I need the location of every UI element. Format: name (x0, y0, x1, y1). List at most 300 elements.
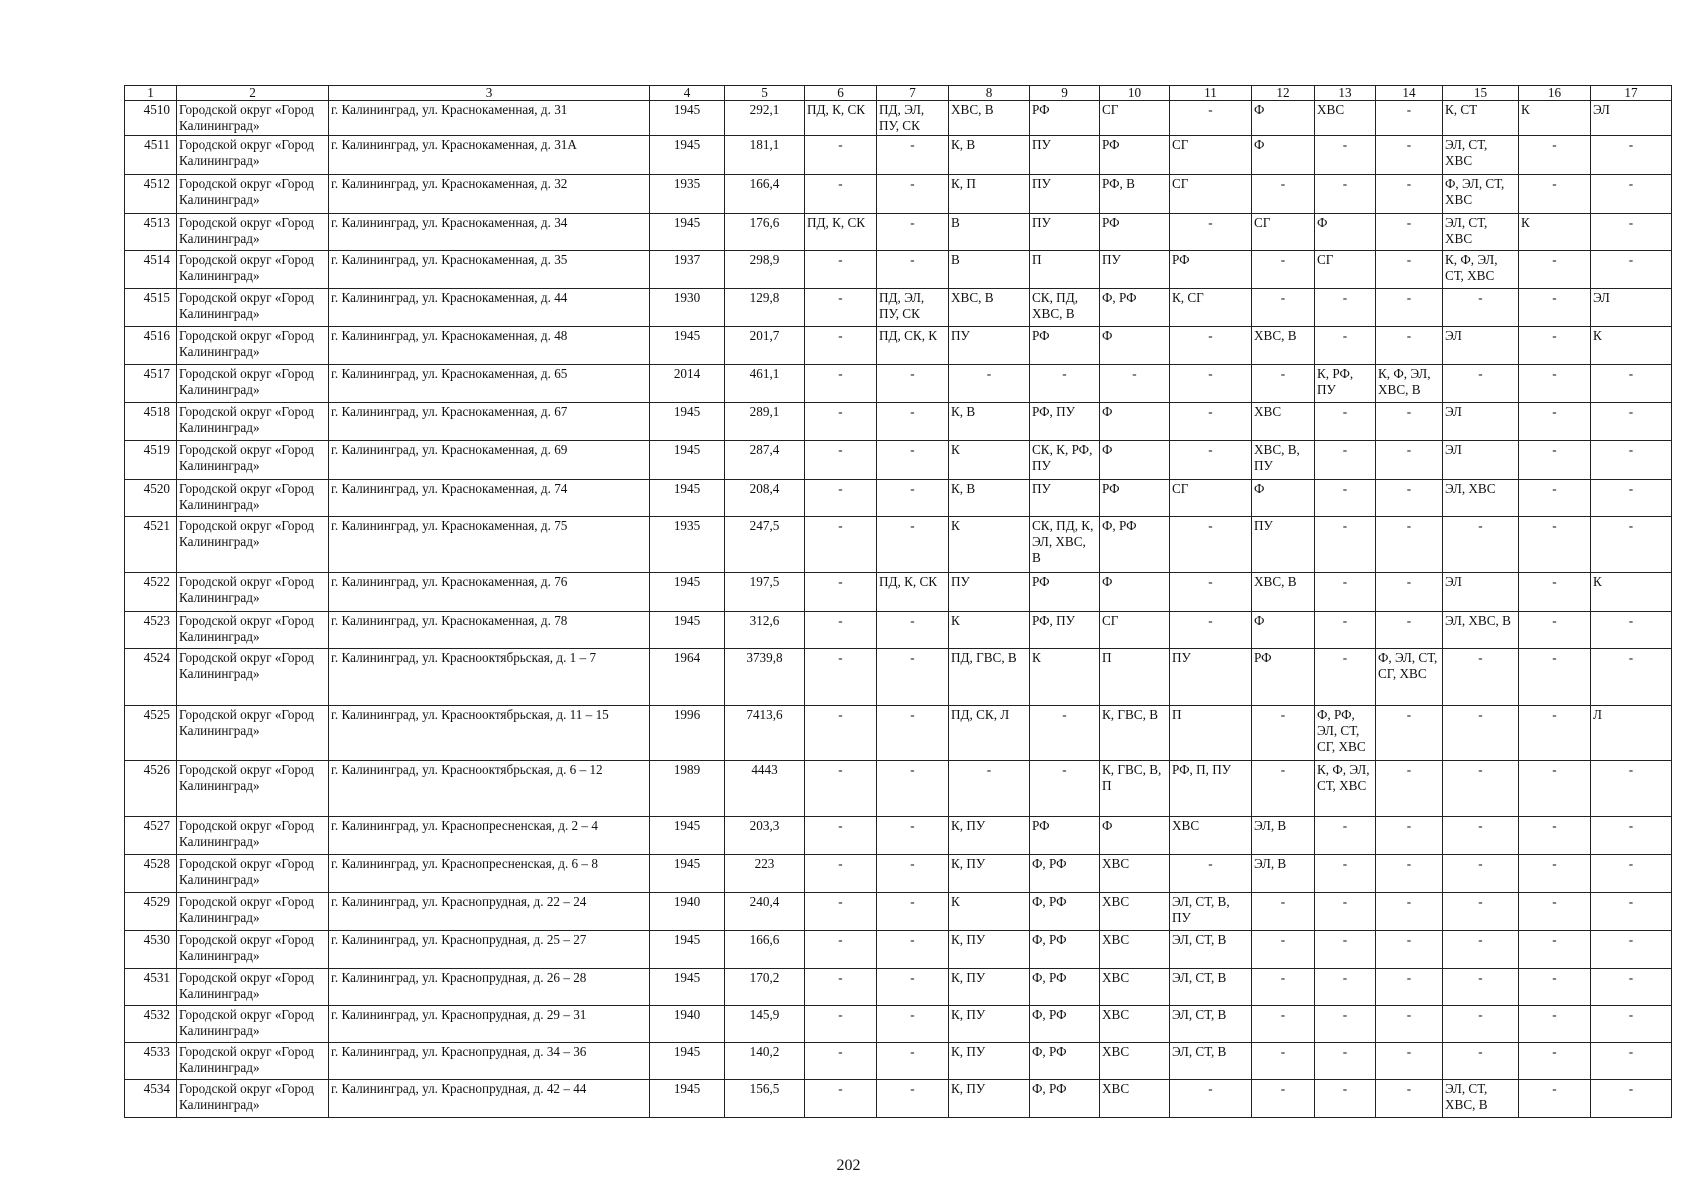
cell-address: г. Калининград, ул. Краснокаменная, д. 74 (329, 480, 650, 517)
column-header-12: 12 (1252, 86, 1315, 101)
table-row (125, 175, 1672, 214)
cell-col-10: Ф (1100, 441, 1170, 480)
cell-address: г. Калининград, ул. Краснокаменная, д. 78 (329, 612, 650, 649)
cell-row-number: 4512 (125, 175, 177, 214)
cell-col-13: СГ (1315, 251, 1376, 289)
cell-col-12: РФ (1252, 649, 1315, 706)
cell-col-15: ЭЛ (1443, 573, 1519, 612)
cell-year-built: 1945 (650, 931, 725, 969)
cell-col-14: - (1376, 517, 1443, 573)
cell-col-17: - (1591, 931, 1672, 969)
cell-col-16: - (1519, 761, 1591, 817)
cell-col-8: В (949, 251, 1030, 289)
cell-col-9: ПУ (1030, 480, 1100, 517)
cell-col-17: - (1591, 612, 1672, 649)
cell-col-6: - (805, 706, 877, 761)
cell-col-9: ПУ (1030, 136, 1100, 175)
cell-col-11: - (1170, 365, 1252, 403)
cell-address: г. Калининград, ул. Краснокаменная, д. 32 (329, 175, 650, 214)
cell-col-11: ЭЛ, СТ, В, ПУ (1170, 893, 1252, 931)
cell-col-13: - (1315, 893, 1376, 931)
cell-col-16: - (1519, 403, 1591, 441)
cell-col-12: - (1252, 365, 1315, 403)
cell-col-13: - (1315, 931, 1376, 969)
cell-col-12: - (1252, 969, 1315, 1006)
cell-col-6: - (805, 365, 877, 403)
cell-col-15: - (1443, 649, 1519, 706)
cell-area: 223 (725, 855, 805, 893)
cell-col-15: - (1443, 817, 1519, 855)
cell-col-9: Ф, РФ (1030, 969, 1100, 1006)
cell-col-15: - (1443, 761, 1519, 817)
table-row (125, 251, 1672, 289)
table-row (125, 480, 1672, 517)
cell-area: 145,9 (725, 1006, 805, 1043)
cell-col-11: - (1170, 441, 1252, 480)
cell-area: 170,2 (725, 969, 805, 1006)
cell-col-8: К (949, 441, 1030, 480)
cell-col-8: ХВС, В (949, 289, 1030, 327)
cell-col-17: ЭЛ (1591, 289, 1672, 327)
cell-year-built: 1945 (650, 817, 725, 855)
cell-col-13: - (1315, 136, 1376, 175)
cell-col-9: Ф, РФ (1030, 1006, 1100, 1043)
cell-col-7: - (877, 175, 949, 214)
cell-area: 287,4 (725, 441, 805, 480)
cell-year-built: 1945 (650, 969, 725, 1006)
cell-col-14: - (1376, 761, 1443, 817)
cell-col-6: - (805, 175, 877, 214)
cell-col-6: - (805, 1006, 877, 1043)
cell-address: г. Калининград, ул. Краснооктябрьская, д. 6 – 12 (329, 761, 650, 817)
cell-col-16: - (1519, 517, 1591, 573)
cell-col-11: - (1170, 612, 1252, 649)
cell-area: 140,2 (725, 1043, 805, 1080)
cell-row-number: 4530 (125, 931, 177, 969)
cell-col-14: - (1376, 441, 1443, 480)
cell-row-number: 4519 (125, 441, 177, 480)
cell-col-8: К, П (949, 175, 1030, 214)
cell-col-8: К (949, 612, 1030, 649)
cell-col-10: ХВС (1100, 893, 1170, 931)
cell-year-built: 1945 (650, 101, 725, 136)
cell-col-14: - (1376, 327, 1443, 365)
cell-col-10: ХВС (1100, 1043, 1170, 1080)
cell-col-14: Ф, ЭЛ, СТ, СГ, ХВС (1376, 649, 1443, 706)
cell-col-7: - (877, 706, 949, 761)
cell-address: г. Калининград, ул. Краснопрудная, д. 22 – 24 (329, 893, 650, 931)
cell-col-15: - (1443, 289, 1519, 327)
cell-col-6: ПД, К, СК (805, 214, 877, 251)
cell-row-number: 4523 (125, 612, 177, 649)
cell-col-12: - (1252, 289, 1315, 327)
cell-col-15: ЭЛ, ХВС, В (1443, 612, 1519, 649)
cell-col-14: - (1376, 1006, 1443, 1043)
cell-year-built: 1945 (650, 403, 725, 441)
cell-col-15: - (1443, 931, 1519, 969)
cell-row-number: 4528 (125, 855, 177, 893)
cell-col-14: - (1376, 289, 1443, 327)
cell-col-6: - (805, 969, 877, 1006)
cell-col-8: К (949, 893, 1030, 931)
cell-year-built: 1945 (650, 1043, 725, 1080)
cell-year-built: 1945 (650, 612, 725, 649)
cell-col-13: Ф, РФ, ЭЛ, СТ, СГ, ХВС (1315, 706, 1376, 761)
cell-col-9: РФ (1030, 817, 1100, 855)
cell-col-16: - (1519, 855, 1591, 893)
cell-area: 181,1 (725, 136, 805, 175)
cell-row-number: 4534 (125, 1080, 177, 1118)
cell-col-15: ЭЛ (1443, 441, 1519, 480)
cell-address: г. Калининград, ул. Краснооктябрьская, д. 11 – 15 (329, 706, 650, 761)
cell-municipality: Городской округ «Город Калининград» (177, 573, 329, 612)
table-row (125, 817, 1672, 855)
cell-col-7: ПД, ЭЛ, ПУ, СК (877, 289, 949, 327)
cell-col-15: - (1443, 855, 1519, 893)
cell-col-7: - (877, 931, 949, 969)
cell-row-number: 4532 (125, 1006, 177, 1043)
cell-address: г. Калининград, ул. Краснокаменная, д. 31А (329, 136, 650, 175)
cell-col-14: - (1376, 101, 1443, 136)
cell-area: 176,6 (725, 214, 805, 251)
cell-col-11: К, СГ (1170, 289, 1252, 327)
cell-col-16: - (1519, 612, 1591, 649)
cell-address: г. Калининград, ул. Краснокаменная, д. 44 (329, 289, 650, 327)
cell-col-11: - (1170, 517, 1252, 573)
cell-municipality: Городской округ «Город Калининград» (177, 251, 329, 289)
cell-col-15: - (1443, 1006, 1519, 1043)
cell-col-10: РФ, В (1100, 175, 1170, 214)
cell-col-10: ХВС (1100, 931, 1170, 969)
cell-col-13: - (1315, 480, 1376, 517)
cell-col-13: Ф (1315, 214, 1376, 251)
cell-municipality: Городской округ «Город Калининград» (177, 214, 329, 251)
cell-col-9: Ф, РФ (1030, 855, 1100, 893)
cell-col-16: - (1519, 1006, 1591, 1043)
cell-col-13: К, Ф, ЭЛ, СТ, ХВС (1315, 761, 1376, 817)
cell-col-10: Ф (1100, 817, 1170, 855)
cell-col-9: СК, К, РФ, ПУ (1030, 441, 1100, 480)
cell-col-16: - (1519, 573, 1591, 612)
cell-row-number: 4524 (125, 649, 177, 706)
cell-col-14: - (1376, 136, 1443, 175)
cell-col-17: - (1591, 480, 1672, 517)
cell-col-15: ЭЛ (1443, 403, 1519, 441)
cell-municipality: Городской округ «Город Калининград» (177, 761, 329, 817)
cell-year-built: 1930 (650, 289, 725, 327)
cell-col-14: - (1376, 214, 1443, 251)
cell-row-number: 4521 (125, 517, 177, 573)
cell-col-7: ПД, ЭЛ, ПУ, СК (877, 101, 949, 136)
cell-col-11: - (1170, 101, 1252, 136)
cell-address: г. Калининград, ул. Краснопрудная, д. 34 – 36 (329, 1043, 650, 1080)
cell-municipality: Городской округ «Город Калининград» (177, 1043, 329, 1080)
cell-col-9: - (1030, 706, 1100, 761)
cell-year-built: 1945 (650, 327, 725, 365)
cell-area: 208,4 (725, 480, 805, 517)
cell-municipality: Городской округ «Город Калининград» (177, 289, 329, 327)
cell-col-10: К, ГВС, В (1100, 706, 1170, 761)
cell-col-10: ХВС (1100, 969, 1170, 1006)
cell-area: 461,1 (725, 365, 805, 403)
cell-col-6: - (805, 573, 877, 612)
cell-area: 7413,6 (725, 706, 805, 761)
cell-col-15: К, Ф, ЭЛ, СТ, ХВС (1443, 251, 1519, 289)
cell-col-15: ЭЛ, СТ, ХВС (1443, 214, 1519, 251)
cell-col-7: - (877, 365, 949, 403)
cell-year-built: 1945 (650, 1080, 725, 1118)
cell-col-15: - (1443, 893, 1519, 931)
cell-col-9: Ф, РФ (1030, 1043, 1100, 1080)
cell-col-8: К, ПУ (949, 969, 1030, 1006)
cell-area: 166,4 (725, 175, 805, 214)
cell-col-8: К, ПУ (949, 855, 1030, 893)
cell-col-7: - (877, 480, 949, 517)
cell-col-8: К, В (949, 403, 1030, 441)
cell-col-7: - (877, 214, 949, 251)
cell-municipality: Городской округ «Город Калининград» (177, 706, 329, 761)
cell-col-9: СК, ПД, ХВС, В (1030, 289, 1100, 327)
cell-year-built: 1945 (650, 214, 725, 251)
cell-col-11: ЭЛ, СТ, В (1170, 1043, 1252, 1080)
cell-col-17: К (1591, 327, 1672, 365)
cell-col-14: - (1376, 480, 1443, 517)
cell-col-13: - (1315, 649, 1376, 706)
cell-area: 197,5 (725, 573, 805, 612)
cell-col-17: - (1591, 136, 1672, 175)
column-header-10: 10 (1100, 86, 1170, 101)
cell-col-10: СГ (1100, 612, 1170, 649)
cell-col-6: - (805, 517, 877, 573)
column-number-row (125, 86, 1672, 101)
table-row (125, 761, 1672, 817)
cell-col-7: - (877, 969, 949, 1006)
cell-municipality: Городской округ «Город Калининград» (177, 365, 329, 403)
cell-address: г. Калининград, ул. Краснопресненская, д. 2 – 4 (329, 817, 650, 855)
cell-col-12: ПУ (1252, 517, 1315, 573)
cell-col-9: РФ (1030, 327, 1100, 365)
cell-area: 289,1 (725, 403, 805, 441)
cell-col-12: - (1252, 893, 1315, 931)
cell-col-11: ЭЛ, СТ, В (1170, 931, 1252, 969)
cell-col-6: ПД, К, СК (805, 101, 877, 136)
column-header-15: 15 (1443, 86, 1519, 101)
cell-col-7: - (877, 761, 949, 817)
cell-col-15: К, СТ (1443, 101, 1519, 136)
cell-col-10: Ф (1100, 403, 1170, 441)
cell-row-number: 4513 (125, 214, 177, 251)
cell-col-14: - (1376, 969, 1443, 1006)
cell-col-9: РФ, ПУ (1030, 403, 1100, 441)
cell-col-12: ЭЛ, В (1252, 855, 1315, 893)
cell-col-17: К (1591, 573, 1672, 612)
cell-year-built: 1937 (650, 251, 725, 289)
cell-col-10: РФ (1100, 136, 1170, 175)
cell-col-12: Ф (1252, 136, 1315, 175)
cell-col-16: К (1519, 214, 1591, 251)
cell-col-9: Ф, РФ (1030, 893, 1100, 931)
cell-col-6: - (805, 612, 877, 649)
table-row (125, 1006, 1672, 1043)
cell-row-number: 4522 (125, 573, 177, 612)
cell-row-number: 4525 (125, 706, 177, 761)
cell-col-15: - (1443, 969, 1519, 1006)
cell-col-13: - (1315, 327, 1376, 365)
cell-year-built: 1940 (650, 893, 725, 931)
cell-col-10: РФ (1100, 480, 1170, 517)
cell-col-7: - (877, 441, 949, 480)
column-header-2: 2 (177, 86, 329, 101)
column-header-4: 4 (650, 86, 725, 101)
cell-row-number: 4531 (125, 969, 177, 1006)
cell-col-13: - (1315, 817, 1376, 855)
cell-municipality: Городской округ «Город Калининград» (177, 517, 329, 573)
cell-year-built: 1989 (650, 761, 725, 817)
cell-col-12: ЭЛ, В (1252, 817, 1315, 855)
cell-col-16: - (1519, 365, 1591, 403)
cell-col-17: - (1591, 214, 1672, 251)
cell-col-8: К (949, 517, 1030, 573)
table-row (125, 706, 1672, 761)
cell-address: г. Калининград, ул. Краснокаменная, д. 48 (329, 327, 650, 365)
cell-col-12: - (1252, 1043, 1315, 1080)
cell-municipality: Городской округ «Город Калининград» (177, 931, 329, 969)
cell-address: г. Калининград, ул. Краснооктябрьская, д. 1 – 7 (329, 649, 650, 706)
cell-row-number: 4526 (125, 761, 177, 817)
cell-row-number: 4517 (125, 365, 177, 403)
cell-col-7: - (877, 517, 949, 573)
table-row (125, 649, 1672, 706)
cell-year-built: 1945 (650, 441, 725, 480)
cell-area: 166,6 (725, 931, 805, 969)
cell-col-10: Ф (1100, 327, 1170, 365)
cell-municipality: Городской округ «Город Калининград» (177, 480, 329, 517)
cell-col-10: ХВС (1100, 1006, 1170, 1043)
cell-area: 240,4 (725, 893, 805, 931)
cell-col-8: К, ПУ (949, 1043, 1030, 1080)
cell-col-11: - (1170, 403, 1252, 441)
cell-col-15: - (1443, 1043, 1519, 1080)
cell-col-17: - (1591, 761, 1672, 817)
cell-col-12: - (1252, 931, 1315, 969)
cell-col-16: - (1519, 251, 1591, 289)
cell-col-6: - (805, 136, 877, 175)
cell-col-15: ЭЛ, СТ, ХВС, В (1443, 1080, 1519, 1118)
cell-address: г. Калининград, ул. Краснокаменная, д. 65 (329, 365, 650, 403)
cell-col-9: СК, ПД, К, ЭЛ, ХВС, В (1030, 517, 1100, 573)
column-header-8: 8 (949, 86, 1030, 101)
cell-municipality: Городской округ «Город Калининград» (177, 1080, 329, 1118)
table-row (125, 1043, 1672, 1080)
cell-area: 129,8 (725, 289, 805, 327)
cell-col-16: - (1519, 969, 1591, 1006)
cell-col-12: - (1252, 1006, 1315, 1043)
table-row (125, 403, 1672, 441)
cell-address: г. Калининград, ул. Краснокаменная, д. 34 (329, 214, 650, 251)
cell-col-8: - (949, 365, 1030, 403)
table-row (125, 969, 1672, 1006)
cell-col-9: Ф, РФ (1030, 1080, 1100, 1118)
cell-col-11: РФ, П, ПУ (1170, 761, 1252, 817)
cell-col-16: - (1519, 1080, 1591, 1118)
table-row (125, 855, 1672, 893)
cell-col-14: - (1376, 612, 1443, 649)
cell-address: г. Калининград, ул. Краснопресненская, д. 6 – 8 (329, 855, 650, 893)
cell-address: г. Калининград, ул. Краснокаменная, д. 67 (329, 403, 650, 441)
cell-col-13: - (1315, 573, 1376, 612)
cell-col-8: К, ПУ (949, 1006, 1030, 1043)
cell-year-built: 1945 (650, 480, 725, 517)
cell-col-8: ПД, ГВС, В (949, 649, 1030, 706)
cell-municipality: Городской округ «Город Калининград» (177, 817, 329, 855)
cell-address: г. Калининград, ул. Краснокаменная, д. 69 (329, 441, 650, 480)
column-header-13: 13 (1315, 86, 1376, 101)
cell-col-6: - (805, 327, 877, 365)
cell-col-10: П (1100, 649, 1170, 706)
cell-col-16: - (1519, 327, 1591, 365)
cell-col-12: Ф (1252, 101, 1315, 136)
cell-col-12: ХВС, В, ПУ (1252, 441, 1315, 480)
table-body (125, 101, 1672, 1118)
cell-municipality: Городской округ «Город Калининград» (177, 1006, 329, 1043)
cell-col-17: - (1591, 893, 1672, 931)
cell-row-number: 4527 (125, 817, 177, 855)
cell-col-14: - (1376, 817, 1443, 855)
cell-area: 201,7 (725, 327, 805, 365)
cell-col-17: ЭЛ (1591, 101, 1672, 136)
cell-col-16: - (1519, 1043, 1591, 1080)
cell-col-17: - (1591, 1080, 1672, 1118)
cell-col-16: - (1519, 893, 1591, 931)
cell-year-built: 1940 (650, 1006, 725, 1043)
cell-col-17: - (1591, 403, 1672, 441)
table-row (125, 441, 1672, 480)
cell-col-12: - (1252, 761, 1315, 817)
cell-col-8: К, ПУ (949, 817, 1030, 855)
cell-col-10: Ф, РФ (1100, 517, 1170, 573)
column-header-9: 9 (1030, 86, 1100, 101)
cell-col-12: - (1252, 251, 1315, 289)
cell-col-6: - (805, 817, 877, 855)
cell-col-15: ЭЛ, ХВС (1443, 480, 1519, 517)
cell-col-10: ХВС (1100, 855, 1170, 893)
cell-col-8: К, В (949, 136, 1030, 175)
cell-col-15: ЭЛ (1443, 327, 1519, 365)
cell-col-14: - (1376, 893, 1443, 931)
cell-col-15: - (1443, 365, 1519, 403)
cell-col-9: - (1030, 761, 1100, 817)
cell-col-10: ХВС (1100, 1080, 1170, 1118)
cell-col-9: П (1030, 251, 1100, 289)
cell-col-6: - (805, 649, 877, 706)
cell-col-7: - (877, 893, 949, 931)
cell-col-14: - (1376, 251, 1443, 289)
cell-col-11: СГ (1170, 175, 1252, 214)
cell-col-15: ЭЛ, СТ, ХВС (1443, 136, 1519, 175)
cell-col-13: - (1315, 1080, 1376, 1118)
cell-address: г. Калининград, ул. Краснопрудная, д. 42 – 44 (329, 1080, 650, 1118)
cell-col-14: - (1376, 403, 1443, 441)
cell-col-10: РФ (1100, 214, 1170, 251)
column-header-3: 3 (329, 86, 650, 101)
cell-row-number: 4533 (125, 1043, 177, 1080)
cell-col-12: ХВС (1252, 403, 1315, 441)
cell-col-12: - (1252, 1080, 1315, 1118)
cell-municipality: Городской округ «Город Калининград» (177, 855, 329, 893)
cell-col-17: - (1591, 649, 1672, 706)
cell-col-6: - (805, 1080, 877, 1118)
cell-col-17: - (1591, 251, 1672, 289)
